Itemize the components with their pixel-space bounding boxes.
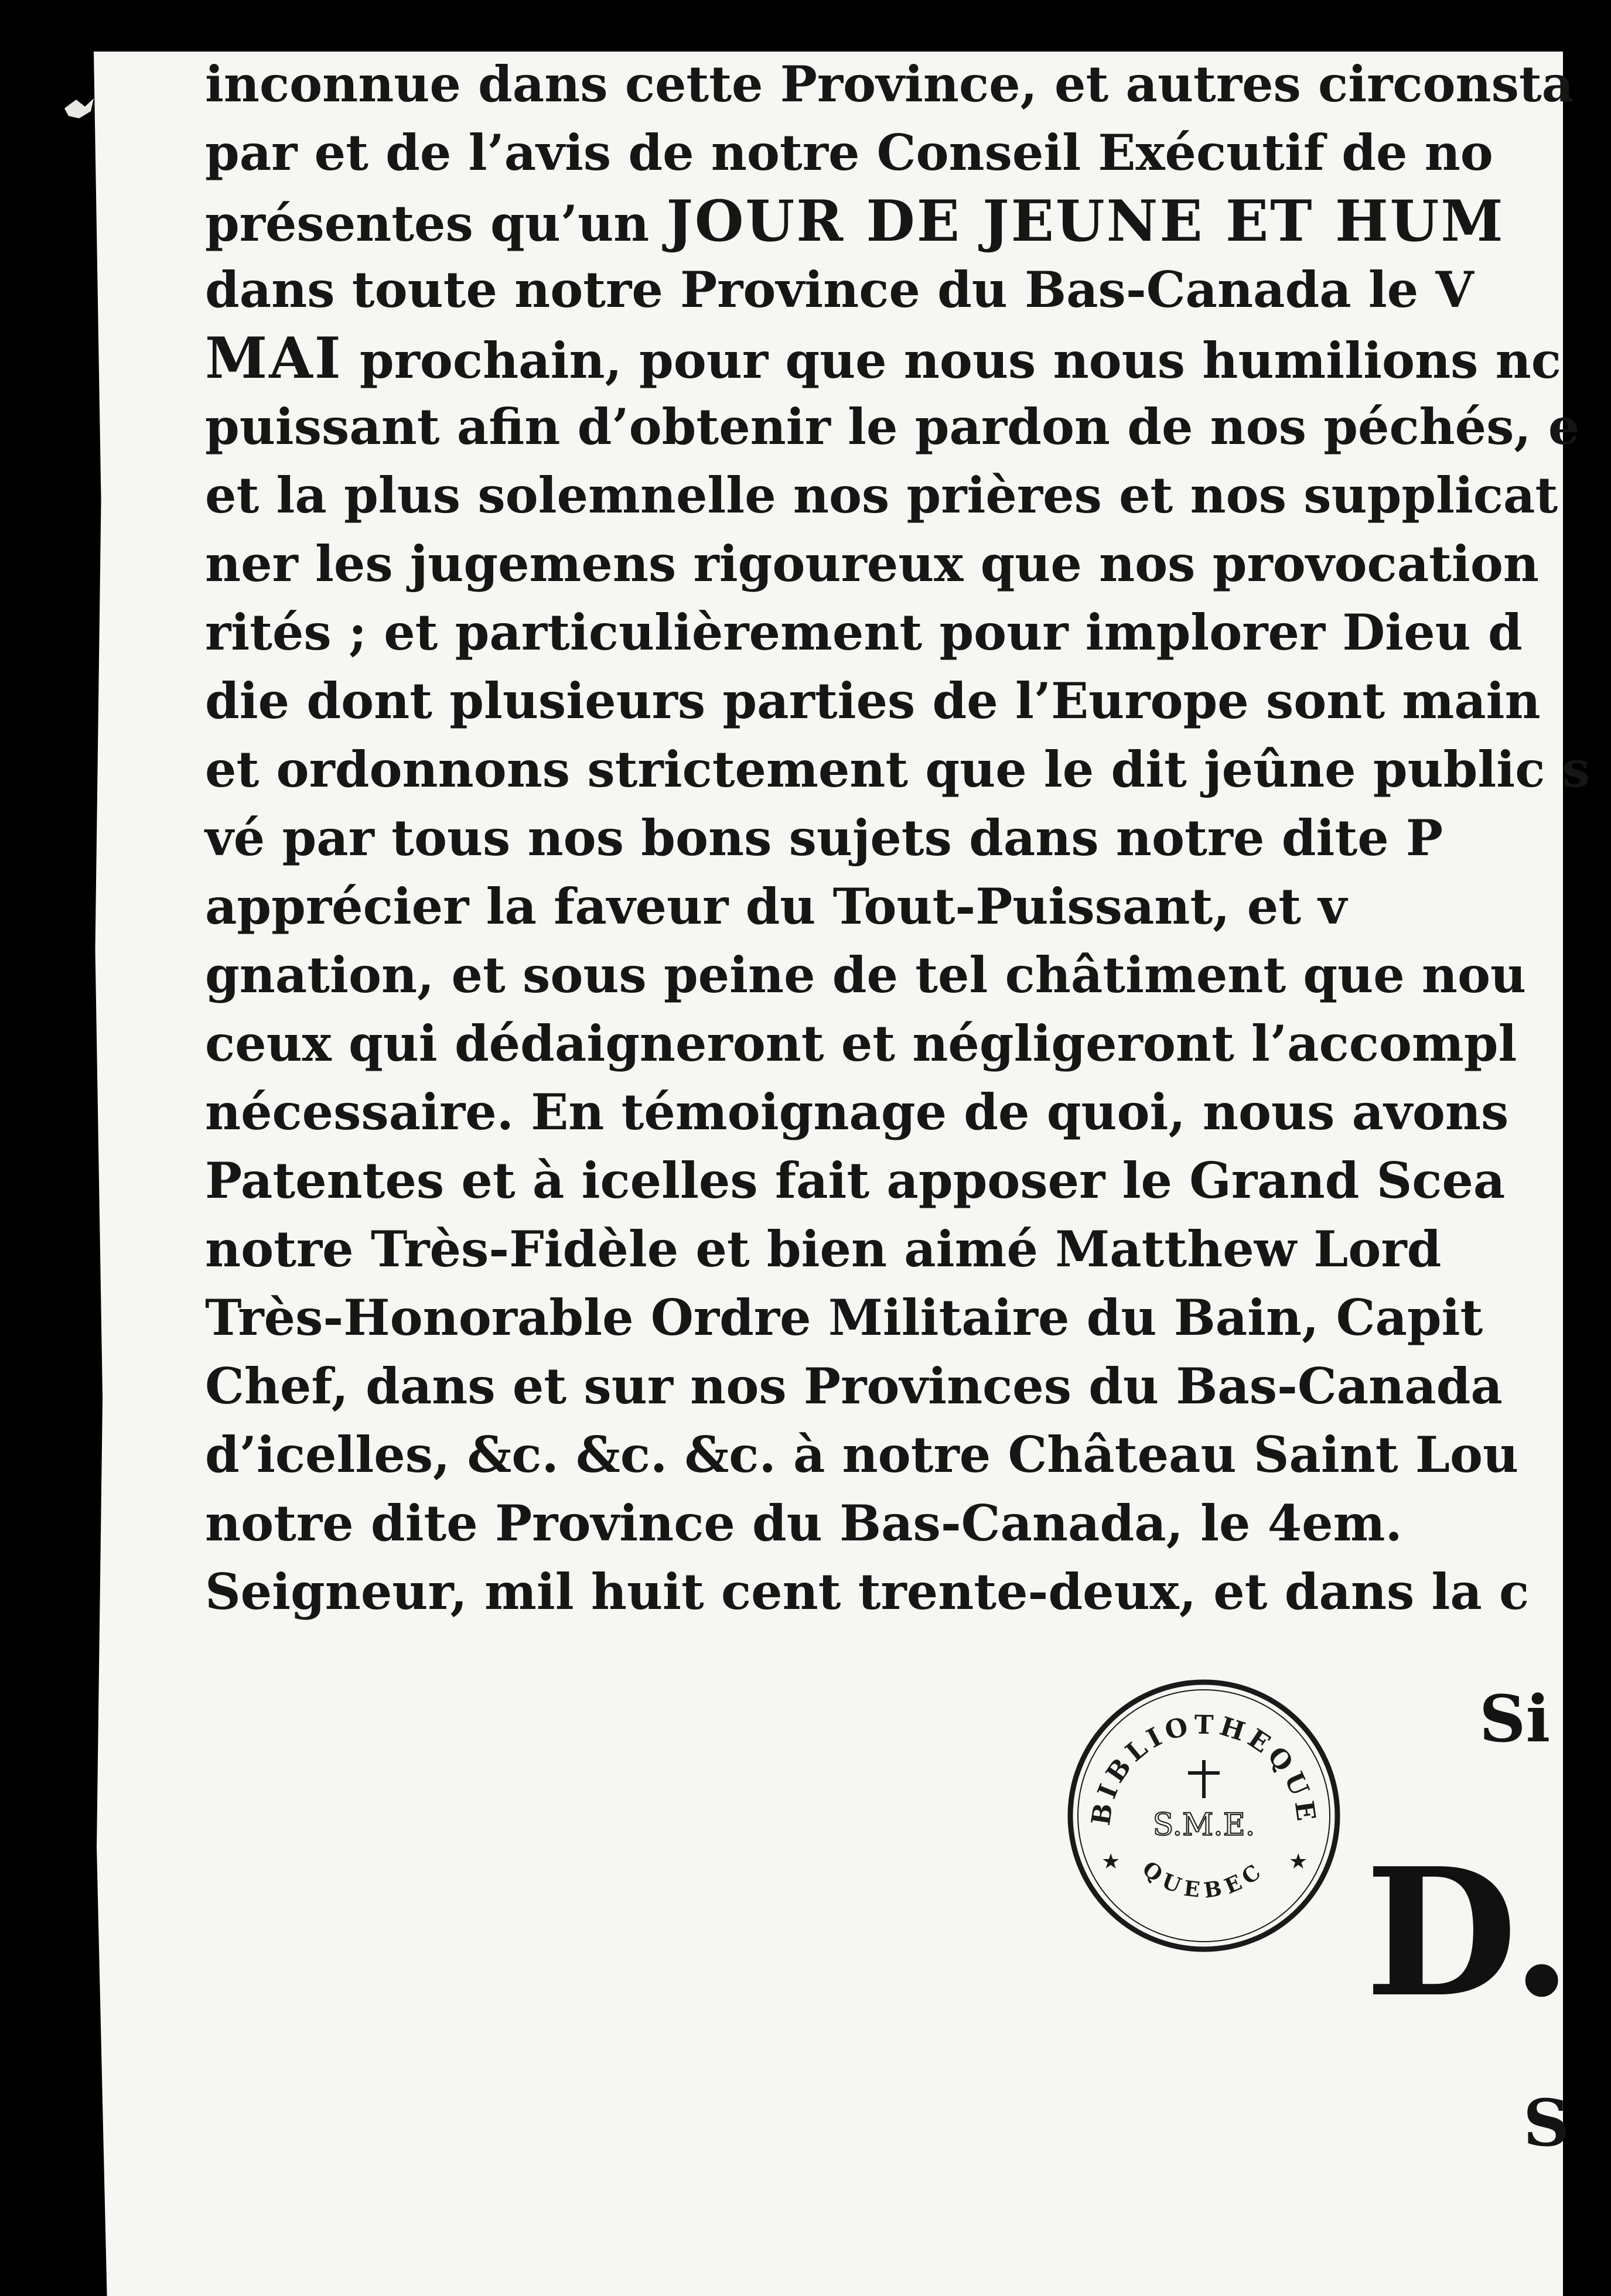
cross-icon — [1188, 1760, 1220, 1798]
stamp-outer-text: BIBLIOTHEQUE — [1086, 1710, 1322, 1827]
text-line-23: Seigneur, mil huit cent trente-deux, et dans la c — [205, 1563, 1530, 1621]
text-line-2: par et de l’avis de notre Conseil Exécutif de no — [205, 124, 1493, 182]
text-line-20: Chef, dans et sur nos Provinces du Bas-Canada — [205, 1357, 1503, 1415]
text-line-19: Très-Honorable Ordre Militaire du Bain, Capit — [205, 1289, 1483, 1347]
stamp-bottom-text: QUEBEC — [1138, 1856, 1270, 1904]
text-line-9: rités ; et particulièrement pour implorer Dieu d — [205, 603, 1523, 661]
text-line-12: vé par tous nos bons sujets dans notre dite P — [205, 809, 1443, 867]
text-line-21: d’icelles, &c. &c. &c. à notre Château Saint Lou — [205, 1426, 1519, 1484]
text-line-6: puissant afin d’obtenir le pardon de nos péchés, e — [205, 398, 1580, 456]
fast-day-heading: JOUR DE JEUNE ET HUM — [666, 188, 1505, 254]
proclamation-text — [205, 50, 1611, 1626]
text-line-14: gnation, et sous peine de tel châtiment que nou — [205, 946, 1527, 1004]
text-line-11: et ordonnons strictement que le dit jeûne public s — [205, 740, 1590, 798]
text-line-10: die dont plusieurs parties de l’Europe sont main — [205, 672, 1541, 730]
signatory-initial: D. — [1365, 1829, 1572, 2036]
signature-fragment: Si — [1479, 1681, 1551, 1757]
text-line-5 — [205, 324, 1611, 392]
text-line-1: inconnue dans cette Province, et autres circonsta — [205, 55, 1574, 113]
text-line-13: apprécier la faveur du Tout-Puissant, et v — [205, 877, 1347, 935]
svg-text:QUEBEC — [1138, 1856, 1270, 1903]
text-line-17: Patentes et à icelles fait apposer le Grand Scea — [205, 1152, 1506, 1210]
paper-fray-mark — [62, 94, 97, 123]
text-line-7: et la plus solemnelle nos prières et nos supplicat — [205, 466, 1558, 524]
month-may: MAI — [205, 325, 343, 391]
stamp-star-right: ★ — [1289, 1850, 1308, 1874]
text-line-8: ner les jugemens rigoureux que nos provocation — [205, 535, 1539, 593]
text-line-18: notre Très-Fidèle et bien aimé Matthew Lord — [205, 1220, 1442, 1278]
library-stamp — [1060, 1672, 1347, 1959]
text-line-5-rest: prochain, pour que nous nous humilions nc — [342, 332, 1561, 390]
text-line-4: dans toute notre Province du Bas-Canada le V — [205, 261, 1474, 319]
secretary-fragment: S — [1523, 2085, 1570, 2161]
stamp-center-text: S.M.E. — [1152, 1808, 1255, 1843]
text-line-3-start: présentes qu’un — [205, 194, 667, 252]
stamp-star-left: ★ — [1101, 1850, 1121, 1874]
text-line-22: notre dite Province du Bas-Canada, le 4em. — [205, 1494, 1402, 1552]
text-line-3 — [205, 187, 1611, 255]
text-line-15: ceux qui dédaigneront et négligeront l’accompl — [205, 1014, 1517, 1072]
text-line-16: nécessaire. En témoignage de quoi, nous avons — [205, 1083, 1509, 1141]
